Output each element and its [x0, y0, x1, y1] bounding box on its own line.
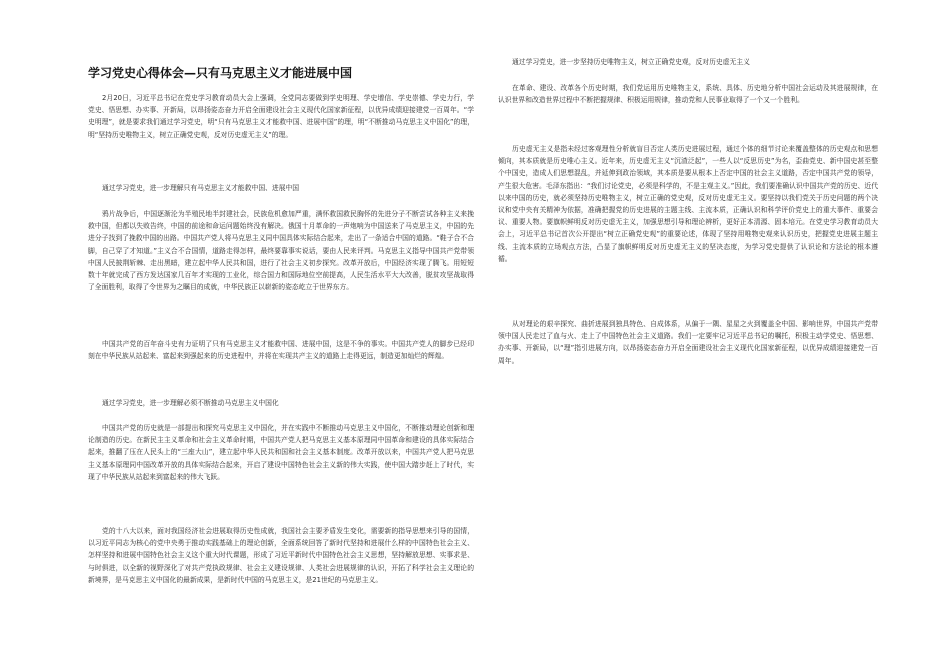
- section-2-paragraph-2: 党的十八大以来，面对我国经济社会进展取得历史性成就，我国社会主要矛盾发生变化，需要新的指导思想来引导的国情，以习近平同志为核心的党中央勇于推动实践基础上的理论创新，全面系统回答了新时代坚持和进展什么样的中国特色社会主义、怎样坚持和进展中国特色社会主义这个重大时代课题，形成了习近平新时代中国特色社会主义思想，坚持解放思想、实事求是、与时俱进，以全新的视野深化了对共产党执政规律、社会主义建设规律、人类社会进展规律的认识，开拓了科学社会主义理论的新境界，是马克思主义中国化的最新成果，是新时代中国的马克思主义，是21世纪的马克思主义。: [88, 527, 474, 584]
- section-3-paragraph-2: 历史虚无主义是指未经过客观理性分析就盲目否定人类历史进展过程，通过个体的细节讨论来覆盖整体的历史观点和思想倾向，其本质就是历史唯心主义。近年来，历史虚无主义“沉渣泛起”，一些人以“反思历史”为名，歪曲党史、新中国史甚至整个中国史，造成人们思想混乱，并延伸到政治领域，其本质是要从根本上否定中国的社会主义道路，否定中国共产党的领导，产生很大危害。毛泽东指出：“我们讨论党史，必须是科学的，不是主观主义。”因此，我们要准确认识中国共产党的历史、近代以来中国的历史，就必须坚持历史唯物主义，树立正确的党史观，反对历史虚无主义。要坚持以我们党关于历史问题的两个决议和党中央有关精神为依据，准确把握党的历史进展的主题主线、主流本质，正确认识和科学评价党史上的重大事件、重要会议、重要人物。要旗帜鲜明反对历史虚无主义，加强思想引导和理论辨析，更好正本清源、固本培元。在党史学习教育动员大会上，习近平总书记首次公开提出“树立正确党史观”的重要论述，体现了坚持用唯物史观来认识历史，把握党史进展主题主线、主流本质的立场观点方法，凸显了旗帜鲜明反对历史虚无主义的坚决态度，为学习党史提供了认识论和方法论的根本遵循。: [498, 145, 878, 263]
- section-heading-2: 通过学习党史，进一步理解必须不断推动马克思主义中国化: [102, 399, 279, 407]
- article-title: 学习党史心得体会—只有马克思主义才能进展中国: [88, 66, 353, 80]
- section-2-paragraph-1: 中国共产党的历史就是一部提出和探究马克思主义中国化，并在实践中不断推动马克思主义中国化，不断推动理论创新和理论制造的历史。在新民主主义革命和社会主义革命时期，中国共产党人把马克思主义基本原理同中国革命和建设的具体实际结合起来，推翻了压在人民头上的“三座大山”，建立起中华人民共和国和社会主义基本制度。改革开放以来，中国共产党人把马克思主义基本原理同中国改革开放的具体实际结合起来，开启了建设中国特色社会主义新的伟大实践，使中国大踏步赶上了时代，实现了中华民族从站起来到富起来的伟大飞跃。: [88, 424, 474, 481]
- section-1-paragraph-2: 中国共产党的百年奋斗史有力证明了只有马克思主义才能救中国、进展中国，这是不争的事实。中国共产党人的脚步已经印刻在中华民族从站起来、富起来到强起来的历史进程中，并将在实现共产主义的道路上走得更远，制造更加灿烂的辉煌。: [88, 340, 474, 361]
- intro-paragraph: 2月20日，习近平总书记在党史学习教育动员大会上强调，全党同志要做到学史明理、学史增信、学史崇德、学史力行，学党史、悟思想、办实事、开新局，以昂扬姿态奋力开启全面建设社会主义现代化国家新征程，以优异成绩迎接建党一百周年。“学史明理”，就是要求我们通过学习党史，明“只有马克思主义才能救中国、进展中国”的理，明“不断推动马克思主义中国化”的理，明“坚持历史唯物主义，树立正确党史观，反对历史虚无主义”的理。: [88, 94, 474, 139]
- section-1-paragraph-1: 鸦片战争后，中国逐渐沦为半殖民地半封建社会，民族危机愈加严重，满怀救国救民胸怀的先进分子不断尝试各种主义来挽救中国，但都以失败告终，中国的前途和命运问题始终没有解决。俄国十月革命的一声炮响为中国送来了马克思主义，中国的先进分子找到了挽救中国的出路。中国共产党人将马克思主义同中国具体实际结合起来，走出了一条适合中国的道路。“鞋子合不合脚，自己穿了才知道。”主义合不合国情，道路走得怎样，最终要靠事实说话，要由人民来评判。马克思主义指导中国共产党带领中国人民披荆斩棘、走出黑暗，建立起中华人民共和国，进行了社会主义初步探究。改革开放后，中国经济实现了腾飞。用短短数十年就完成了西方发达国家几百年才实现的工业化，综合国力和国际地位空前提高，人民生活水平大大改善，脱贫攻坚战取得了全面胜利，取得了令世界为之瞩目的成就，中华民族正以崭新的姿态屹立于世界东方。: [88, 210, 474, 292]
- section-heading-3: 通过学习党史，进一步坚持历史唯物主义，树立正确党史观，反对历史虚无主义: [512, 58, 750, 66]
- section-heading-1: 通过学习党史，进一步理解只有马克思主义才能救中国、进展中国: [102, 184, 300, 192]
- section-3-paragraph-1: 在革命、建设、改革各个历史时期，我们党运用历史唯物主义，系统、具体、历史地分析中国社会运动及其进展规律，在认识世界和改造世界过程中不断把握规律、积极运用规律，推动党和人民事业取得了一个又一个胜利。: [498, 84, 878, 105]
- closing-paragraph: 从对理论的艰辛探究、曲折进展到独具特色、自成体系，从偏于一隅、星星之火到覆盖全中国、影响世界，中国共产党带领中国人民走过了血与火、走上了中国特色社会主义道路。我们一定要牢记习近平总书记的嘱托，积极主动学党史、悟思想、办实事、开新局，以“理”指引进展方向，以昂扬姿态奋力开启全面建设社会主义现代化国家新征程，以优异成绩迎接建党一百周年。: [498, 320, 878, 365]
